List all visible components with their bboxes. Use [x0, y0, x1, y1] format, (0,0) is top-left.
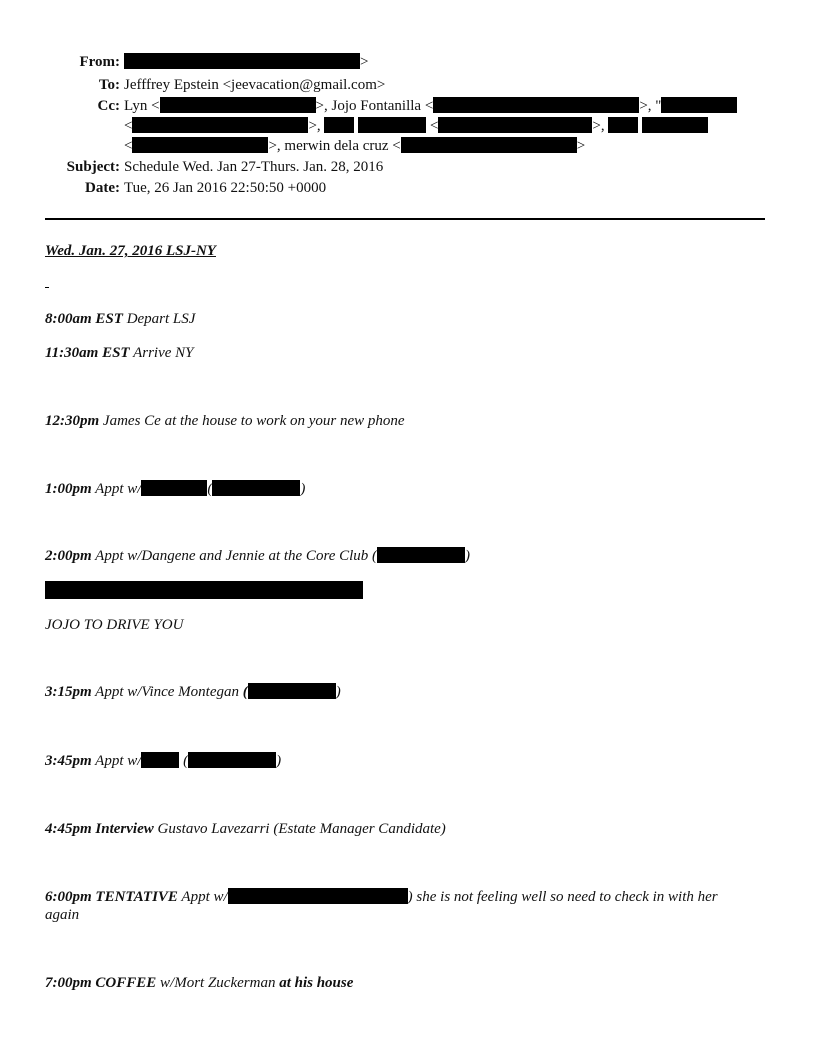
- redaction: [438, 117, 592, 133]
- from-value: >: [124, 52, 368, 72]
- cc-value-line3: < >, merwin dela cruz < >: [124, 138, 586, 154]
- to-value: Jefffrey Epstein <jeevacation@gmail.com>: [124, 77, 386, 93]
- cc-label: Cc:: [97, 98, 120, 114]
- subject-label: Subject:: [66, 159, 120, 175]
- redaction: [608, 117, 638, 133]
- cc-value-line2: < >, < >,: [124, 116, 708, 136]
- schedule-item: 11:30am EST Arrive NY: [45, 345, 194, 361]
- schedule-item: 3:45pm Appt w/ ( ): [45, 753, 282, 769]
- redaction: [124, 53, 360, 69]
- redaction: [45, 581, 363, 599]
- schedule-item-wrap: again: [45, 907, 80, 923]
- redaction: [324, 117, 354, 133]
- schedule-item: 1:00pm Appt w/ ( ): [45, 481, 306, 497]
- cc-value-line1: Lyn < >, Jojo Fontanilla < >, ": [124, 96, 737, 116]
- redaction: [188, 752, 276, 768]
- redaction: [160, 97, 316, 113]
- schedule-note: JOJO TO DRIVE YOU: [45, 617, 184, 633]
- to-label: To:: [98, 77, 120, 93]
- redaction: [433, 97, 639, 113]
- redaction: [212, 480, 300, 496]
- stray-underline: [45, 287, 49, 288]
- redaction: [141, 752, 179, 768]
- day-heading: Wed. Jan. 27, 2016 LSJ-NY: [45, 243, 216, 259]
- header-divider: [45, 218, 765, 220]
- schedule-item: 2:00pm Appt w/Dangene and Jennie at the Core Club ( ): [45, 548, 471, 564]
- redaction: [358, 117, 426, 133]
- schedule-item: 7:00pm COFFEE w/Mort Zuckerman at his house: [45, 975, 354, 991]
- schedule-item: 6:00pm TENTATIVE Appt w/ ) she is not feeling well so need to check in with her: [45, 889, 718, 905]
- date-value: Tue, 26 Jan 2016 22:50:50 +0000: [124, 180, 327, 196]
- redaction: [141, 480, 207, 496]
- redaction: [377, 547, 465, 563]
- redaction: [661, 97, 737, 113]
- date-label: Date:: [85, 180, 120, 196]
- from-label: From:: [79, 54, 120, 70]
- schedule-item: 3:15pm Appt w/Vince Montegan ( ): [45, 684, 341, 700]
- redaction: [132, 137, 268, 153]
- redaction: [642, 117, 708, 133]
- redaction: [228, 888, 408, 904]
- redaction: [248, 683, 336, 699]
- redaction: [401, 137, 577, 153]
- schedule-item: 12:30pm James Ce at the house to work on your new phone: [45, 413, 405, 429]
- schedule-item: 4:45pm Interview Gustavo Lavezarri (Estate Manager Candidate): [45, 821, 446, 837]
- redaction: [132, 117, 308, 133]
- schedule-item: 8:00am EST Depart LSJ: [45, 311, 196, 327]
- subject-value: Schedule Wed. Jan 27-Thurs. Jan. 28, 2016: [124, 159, 384, 175]
